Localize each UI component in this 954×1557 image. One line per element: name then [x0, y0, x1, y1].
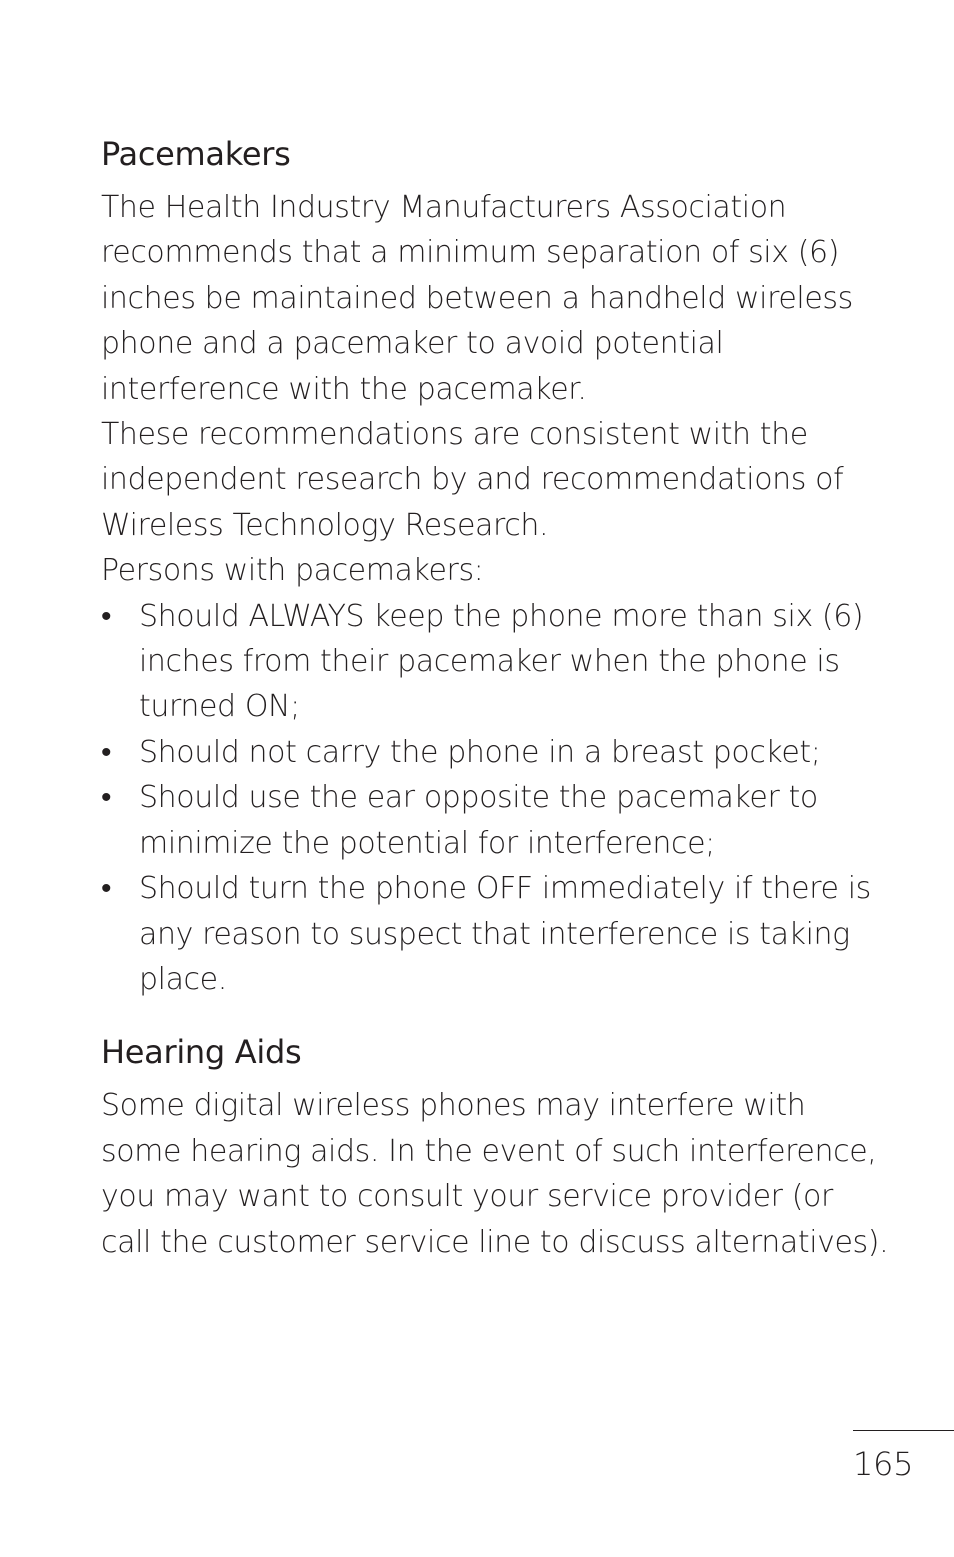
section-pacemakers: [101, 132, 891, 1002]
list-item-text: Should ALWAYS keep the phone more than six (6) inches from their pacemaker when the phone is turned ON;: [139, 598, 864, 725]
paragraph-research-consistency: These recommendations are consistent with the independent research by and recommendations of Wireless Technology Research.: [101, 417, 844, 543]
list-item: [101, 866, 891, 1002]
document-page: [101, 132, 891, 1265]
list-item: [101, 775, 891, 866]
list-item-text: Should not carry the phone in a breast pocket;: [139, 734, 821, 770]
paragraph-persons-with-pacemakers: Persons with pacemakers:: [101, 553, 484, 589]
list-item-text: Should use the ear opposite the pacemaker to minimize the potential for interference;: [139, 780, 818, 861]
section-title-hearing-aids: Hearing Aids: [101, 1033, 302, 1072]
page-number: 165: [853, 1445, 914, 1483]
list-item: [101, 594, 891, 730]
section-hearing-aids: [101, 1030, 891, 1265]
pacemaker-guidelines-list: [101, 594, 891, 1003]
bullet-icon: •: [101, 871, 112, 907]
paragraph-hearing-aid-interference: Some digital wireless phones may interfere with some hearing aids. In the event of such interference, you may want to consult your service provider (or call the customer service line to discuss alternatives).: [101, 1088, 889, 1260]
list-item-text: Should turn the phone OFF immediately if there is any reason to suspect that interference is taking place.: [139, 871, 871, 997]
paragraph-pacemaker-separation: The Health Industry Manufacturers Association recommends that a minimum separation of six (6) inches be maintained between a handheld wireless phone and a pacemaker to avoid potential interference with the pacemaker.: [101, 190, 853, 407]
bullet-icon: •: [101, 598, 112, 634]
footer-rule: [853, 1430, 954, 1431]
list-item: [101, 730, 891, 775]
section-title-pacemakers: Pacemakers: [101, 135, 291, 173]
bullet-icon: •: [101, 780, 112, 816]
bullet-icon: •: [101, 734, 112, 770]
